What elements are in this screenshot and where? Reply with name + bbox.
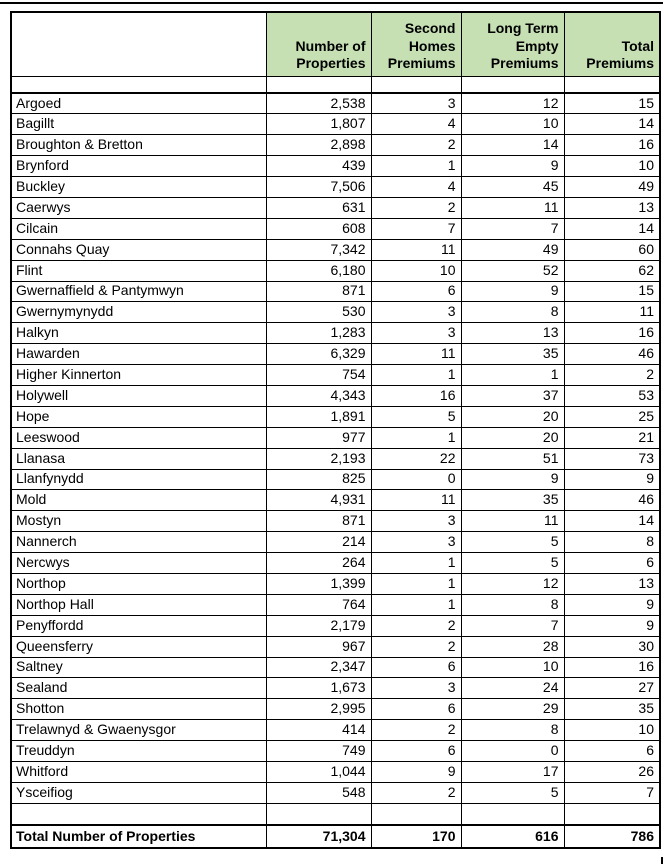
value-cell: 9	[564, 594, 660, 615]
value-cell: 28	[461, 636, 564, 657]
value-cell: 30	[564, 636, 660, 657]
header-cell-number-of-properties: Number of Properties	[266, 12, 371, 76]
table-row	[11, 636, 660, 657]
value-cell: 14	[564, 114, 660, 135]
value-cell: 14	[564, 511, 660, 532]
value-cell: 7	[461, 615, 564, 636]
value-cell: 14	[461, 135, 564, 156]
table-row	[11, 281, 660, 302]
value-cell: 16	[564, 323, 660, 344]
table-row	[11, 720, 660, 741]
value-cell: 7	[371, 218, 461, 239]
area-name-cell: Flint	[11, 260, 266, 281]
value-cell: 214	[266, 532, 371, 553]
value-cell: 21	[564, 427, 660, 448]
value-cell: 6	[371, 281, 461, 302]
value-cell: 11	[564, 302, 660, 323]
area-name-cell: Northop Hall	[11, 594, 266, 615]
value-cell: 45	[461, 177, 564, 198]
area-name-cell: Halkyn	[11, 323, 266, 344]
value-cell: 12	[461, 573, 564, 594]
premiums-table	[10, 11, 661, 849]
value-cell: 5	[371, 406, 461, 427]
value-cell: 2	[371, 135, 461, 156]
value-cell: 46	[564, 344, 660, 365]
area-name-cell: Cilcain	[11, 218, 266, 239]
value-cell: 11	[371, 239, 461, 260]
area-name-cell: Shotton	[11, 699, 266, 720]
value-cell: 16	[564, 657, 660, 678]
value-cell: 414	[266, 720, 371, 741]
value-cell: 25	[564, 406, 660, 427]
value-cell: 1,283	[266, 323, 371, 344]
empty-cell	[371, 803, 461, 825]
area-name-cell: Trelawnyd & Gwaenysgor	[11, 720, 266, 741]
value-cell: 24	[461, 678, 564, 699]
value-cell: 1,399	[266, 573, 371, 594]
value-cell: 37	[461, 385, 564, 406]
value-cell: 20	[461, 406, 564, 427]
value-cell: 46	[564, 490, 660, 511]
header-cell-total-premiums: Total Premiums	[564, 12, 660, 76]
area-name-cell: Nercwys	[11, 553, 266, 574]
table-row	[11, 657, 660, 678]
value-cell: 7	[564, 782, 660, 803]
area-name-cell: Mold	[11, 490, 266, 511]
value-cell: 2,538	[266, 93, 371, 114]
value-cell: 60	[564, 239, 660, 260]
value-cell: 8	[461, 302, 564, 323]
value-cell: 14	[564, 218, 660, 239]
value-cell: 871	[266, 511, 371, 532]
value-cell: 977	[266, 427, 371, 448]
value-cell: 1	[371, 427, 461, 448]
header-cell-blank	[11, 12, 266, 76]
value-cell: 1	[371, 594, 461, 615]
area-name-cell: Higher Kinnerton	[11, 365, 266, 386]
value-cell: 11	[461, 511, 564, 532]
value-cell: 49	[564, 177, 660, 198]
total-second-homes-cell: 170	[371, 825, 461, 848]
area-name-cell: Holywell	[11, 385, 266, 406]
value-cell: 8	[564, 532, 660, 553]
value-cell: 2,193	[266, 448, 371, 469]
area-name-cell: Broughton & Bretton	[11, 135, 266, 156]
value-cell: 2,898	[266, 135, 371, 156]
area-name-cell: Buckley	[11, 177, 266, 198]
value-cell: 16	[371, 385, 461, 406]
empty-cell	[11, 76, 266, 93]
value-cell: 35	[461, 344, 564, 365]
area-name-cell: Connahs Quay	[11, 239, 266, 260]
table-row	[11, 469, 660, 490]
area-name-cell: Leeswood	[11, 427, 266, 448]
area-name-cell: Penyffordd	[11, 615, 266, 636]
value-cell: 51	[461, 448, 564, 469]
value-cell: 49	[461, 239, 564, 260]
total-label-cell: Total Number of Properties	[11, 825, 266, 848]
value-cell: 16	[564, 135, 660, 156]
value-cell: 1	[461, 365, 564, 386]
value-cell: 6	[371, 657, 461, 678]
value-cell: 6	[564, 741, 660, 762]
table-row	[11, 323, 660, 344]
value-cell: 1	[371, 365, 461, 386]
value-cell: 20	[461, 427, 564, 448]
table-row	[11, 218, 660, 239]
value-cell: 4,343	[266, 385, 371, 406]
value-cell: 1,673	[266, 678, 371, 699]
table-header	[11, 12, 660, 93]
value-cell: 17	[461, 762, 564, 783]
value-cell: 9	[461, 281, 564, 302]
value-cell: 4,931	[266, 490, 371, 511]
empty-cell	[11, 803, 266, 825]
empty-cell	[461, 803, 564, 825]
empty-cell	[461, 76, 564, 93]
value-cell: 2	[371, 636, 461, 657]
empty-cell	[564, 76, 660, 93]
value-cell: 10	[461, 114, 564, 135]
value-cell: 26	[564, 762, 660, 783]
value-cell: 530	[266, 302, 371, 323]
value-cell: 264	[266, 553, 371, 574]
empty-cell	[266, 803, 371, 825]
area-name-cell: Llanfynydd	[11, 469, 266, 490]
table-row	[11, 741, 660, 762]
area-name-cell: Argoed	[11, 93, 266, 114]
value-cell: 10	[564, 156, 660, 177]
table-row	[11, 239, 660, 260]
value-cell: 22	[371, 448, 461, 469]
value-cell: 11	[461, 197, 564, 218]
total-properties-cell: 71,304	[266, 825, 371, 848]
table-row	[11, 699, 660, 720]
table-row	[11, 197, 660, 218]
value-cell: 52	[461, 260, 564, 281]
area-name-cell: Queensferry	[11, 636, 266, 657]
value-cell: 6	[371, 699, 461, 720]
area-name-cell: Northop	[11, 573, 266, 594]
value-cell: 1	[371, 553, 461, 574]
value-cell: 3	[371, 532, 461, 553]
value-cell: 9	[371, 762, 461, 783]
value-cell: 10	[371, 260, 461, 281]
area-name-cell: Llanasa	[11, 448, 266, 469]
value-cell: 7,506	[266, 177, 371, 198]
value-cell: 62	[564, 260, 660, 281]
table-row	[11, 406, 660, 427]
value-cell: 9	[564, 469, 660, 490]
value-cell: 548	[266, 782, 371, 803]
table-row	[11, 260, 660, 281]
value-cell: 7,342	[266, 239, 371, 260]
table-row	[11, 427, 660, 448]
empty-cell	[371, 76, 461, 93]
value-cell: 0	[461, 741, 564, 762]
value-cell: 1,044	[266, 762, 371, 783]
value-cell: 2	[371, 782, 461, 803]
table-row	[11, 365, 660, 386]
total-premiums-cell: 786	[564, 825, 660, 848]
table-body	[11, 93, 660, 803]
table-row	[11, 385, 660, 406]
total-long-term-empty-cell: 616	[461, 825, 564, 848]
value-cell: 10	[564, 720, 660, 741]
value-cell: 1	[371, 573, 461, 594]
value-cell: 5	[461, 532, 564, 553]
value-cell: 27	[564, 678, 660, 699]
value-cell: 9	[461, 156, 564, 177]
value-cell: 2	[564, 365, 660, 386]
value-cell: 8	[461, 594, 564, 615]
table-row	[11, 114, 660, 135]
table-row	[11, 156, 660, 177]
header-row	[11, 12, 660, 76]
table-row	[11, 678, 660, 699]
table-row	[11, 594, 660, 615]
table-row	[11, 344, 660, 365]
value-cell: 6	[371, 741, 461, 762]
value-cell: 15	[564, 93, 660, 114]
value-cell: 35	[461, 490, 564, 511]
value-cell: 764	[266, 594, 371, 615]
value-cell: 6	[564, 553, 660, 574]
area-name-cell: Brynford	[11, 156, 266, 177]
value-cell: 749	[266, 741, 371, 762]
grid-tail-tick	[661, 857, 663, 864]
value-cell: 2	[371, 720, 461, 741]
value-cell: 11	[371, 344, 461, 365]
top-rule-line	[0, 2, 663, 4]
value-cell: 10	[461, 657, 564, 678]
value-cell: 3	[371, 302, 461, 323]
table-row	[11, 762, 660, 783]
area-name-cell: Bagillt	[11, 114, 266, 135]
value-cell: 439	[266, 156, 371, 177]
value-cell: 608	[266, 218, 371, 239]
value-cell: 3	[371, 323, 461, 344]
area-name-cell: Ysceifiog	[11, 782, 266, 803]
area-name-cell: Caerwys	[11, 197, 266, 218]
value-cell: 29	[461, 699, 564, 720]
value-cell: 1,891	[266, 406, 371, 427]
value-cell: 5	[461, 553, 564, 574]
value-cell: 12	[461, 93, 564, 114]
value-cell: 7	[461, 218, 564, 239]
value-cell: 4	[371, 177, 461, 198]
value-cell: 2	[371, 197, 461, 218]
value-cell: 5	[461, 782, 564, 803]
value-cell: 1,807	[266, 114, 371, 135]
table-row	[11, 177, 660, 198]
empty-cell	[564, 803, 660, 825]
value-cell: 9	[461, 469, 564, 490]
value-cell: 2,995	[266, 699, 371, 720]
empty-cell	[266, 76, 371, 93]
value-cell: 825	[266, 469, 371, 490]
value-cell: 3	[371, 93, 461, 114]
value-cell: 3	[371, 511, 461, 532]
value-cell: 9	[564, 615, 660, 636]
table-row	[11, 490, 660, 511]
table-row	[11, 135, 660, 156]
value-cell: 2,179	[266, 615, 371, 636]
table-row	[11, 93, 660, 114]
value-cell: 13	[461, 323, 564, 344]
area-name-cell: Nannerch	[11, 532, 266, 553]
area-name-cell: Hope	[11, 406, 266, 427]
value-cell: 11	[371, 490, 461, 511]
value-cell: 871	[266, 281, 371, 302]
table-row	[11, 532, 660, 553]
value-cell: 13	[564, 573, 660, 594]
spacer-row	[11, 76, 660, 93]
value-cell: 53	[564, 385, 660, 406]
area-name-cell: Whitford	[11, 762, 266, 783]
area-name-cell: Gwernaffield & Pantymwyn	[11, 281, 266, 302]
area-name-cell: Gwernymynydd	[11, 302, 266, 323]
area-name-cell: Sealand	[11, 678, 266, 699]
header-cell-second-homes-premiums: Second Homes Premiums	[371, 12, 461, 76]
header-cell-long-term-empty-premiums: Long Term Empty Premiums	[461, 12, 564, 76]
area-name-cell: Hawarden	[11, 344, 266, 365]
table-row	[11, 511, 660, 532]
table-row	[11, 573, 660, 594]
table-row	[11, 553, 660, 574]
value-cell: 13	[564, 197, 660, 218]
area-name-cell: Treuddyn	[11, 741, 266, 762]
value-cell: 2	[371, 615, 461, 636]
value-cell: 35	[564, 699, 660, 720]
value-cell: 1	[371, 156, 461, 177]
table-footer	[11, 803, 660, 848]
table-row	[11, 302, 660, 323]
value-cell: 2,347	[266, 657, 371, 678]
value-cell: 73	[564, 448, 660, 469]
value-cell: 631	[266, 197, 371, 218]
value-cell: 754	[266, 365, 371, 386]
table-row	[11, 448, 660, 469]
area-name-cell: Mostyn	[11, 511, 266, 532]
value-cell: 4	[371, 114, 461, 135]
value-cell: 8	[461, 720, 564, 741]
value-cell: 0	[371, 469, 461, 490]
value-cell: 967	[266, 636, 371, 657]
value-cell: 15	[564, 281, 660, 302]
area-name-cell: Saltney	[11, 657, 266, 678]
spacer-row	[11, 803, 660, 825]
value-cell: 6,180	[266, 260, 371, 281]
value-cell: 6,329	[266, 344, 371, 365]
value-cell: 3	[371, 678, 461, 699]
total-row	[11, 825, 660, 848]
table-row	[11, 615, 660, 636]
table-row	[11, 782, 660, 803]
